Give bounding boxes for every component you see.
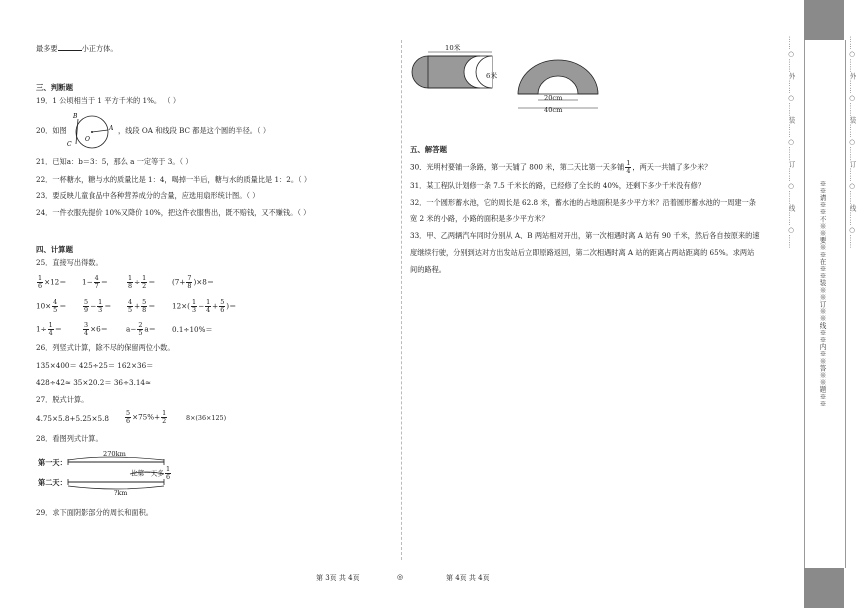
calc-item: $\frac{1}{6}$ ×12＝ — [38, 274, 67, 290]
question-25: 25．直接写出得数。 — [36, 258, 103, 267]
page-number-left: 第 3页 共 4页 — [316, 574, 360, 582]
calc-item: (7+ $\frac{7}{8}$ )×8＝ — [172, 274, 215, 290]
page-number-right: 第 4页 共 4页 — [446, 574, 490, 582]
diagram-label-day1: 第一天： — [38, 458, 67, 467]
question-21: 21．已知a：b＝3：5，那么 a 一定等于 3。（ ） — [36, 157, 193, 166]
calc-item: 1− $\frac{4}{7}$ ＝ — [82, 274, 108, 290]
calc-item: 0.1÷10%＝ — [172, 325, 213, 334]
question-29: 29．求下面阴影部分的周长和面积。 — [36, 508, 153, 517]
calc-item: $\frac{5}{9}$ − $\frac{1}{3}$ ＝ — [84, 298, 112, 314]
binding-outer-line: ……○……外……○……装……○……订……○……线……○…… — [787, 36, 795, 249]
figure-40cm-label: 40cm — [544, 106, 563, 114]
question-31: 31．某工程队计划修一条 7.5 千米长的路，已经修了全长的 40%，还剩下多少千米没有修？ — [410, 181, 705, 190]
question-24: 24．一件衣服先提价 10%又降价 10%，把这件衣服售出，既不赔钱，又不赚钱。（ ） — [36, 208, 311, 217]
calc-item: $\frac{1}{8}$ ÷ $\frac{1}{2}$ ＝ — [128, 274, 156, 290]
svg-text:A: A — [109, 125, 114, 132]
svg-text:B: B — [73, 113, 78, 120]
binding-warning-text: ※※请※※不※※要※※在※※装※※订※※线※※内※※答※※题※※ — [818, 180, 826, 408]
diagram-more-label: 比第一天多 $\frac{1}{6}$ — [131, 465, 171, 481]
column-divider — [401, 40, 402, 560]
q26-row-2: 428÷42≈ 35×20.2＝ 36÷3.14≈ — [36, 378, 152, 387]
calc-item: 1÷ $\frac{1}{4}$ ＝ — [36, 321, 62, 337]
svg-text:C: C — [67, 141, 72, 148]
calc-item: a− $\frac{2}{5}$ a＝ — [126, 321, 156, 337]
q27-item-c: 8×(36×125) — [186, 414, 227, 422]
question-26: 26．列竖式计算，除不尽的保留两位小数。 — [36, 343, 175, 352]
figure-6m-label: 6米 — [486, 72, 498, 80]
diagram-total-label: 270km — [103, 450, 126, 458]
diagram-unknown-label: ?km — [114, 489, 128, 497]
section-judgment-heading: 三、判断题 — [36, 83, 73, 92]
question-20: 20．如图 — [36, 126, 67, 135]
calc-item: $\frac{4}{5}$ + $\frac{5}{8}$ ＝ — [128, 298, 156, 314]
q26-row-1: 135×400＝ 425÷25＝ 162×36＝ — [36, 361, 154, 370]
svg-text:O: O — [85, 136, 90, 143]
question-32-line1: 32．一个圆形蓄水池，它的周长是 62.8 米，蓄水池的占地面积是多少平方米？沿着圆形蓄水池的一周建一条 — [410, 198, 756, 207]
q27-item-a: 4.75×5.8+5.25×5.8 — [36, 414, 109, 423]
diagram-label-day2: 第二天： — [38, 478, 67, 487]
question-33-line1: 33．甲、乙两辆汽车同时分别从 A、B 两站相对开出，第一次相遇时离 A 站有 90 千米，然后各自按原来的速 — [410, 231, 760, 240]
binding-inner-line: ……○……外……○……装……○……订……○……线……○…… — [848, 36, 856, 249]
question-27: 27．脱式计算。 — [36, 395, 89, 404]
question-33-line2: 度继续行驶，分别到达对方出发站后立即原路返回，第二次相遇时离 A 站的距离占两站距离的 65%。求两站 — [410, 248, 755, 257]
calc-item: $\frac{3}{4}$ ×6＝ — [84, 321, 108, 337]
calc-item: 12×( $\frac{1}{3}$ − $\frac{1}{4}$ + $\frac{5}{6}$ )＝ — [172, 298, 237, 314]
question-23: 23．要反映儿童食品中各种营养成分的含量，应选用扇形统计图。（ ） — [36, 191, 260, 200]
figure-10m-label: 10米 — [445, 44, 461, 52]
q27-item-b: $\frac{5}{6}$ ×75%+ $\frac{1}{2}$ — [126, 409, 167, 425]
question-20-text: ，线段 OA 和线段 BC 都是这个圆的半径。（ ） — [118, 126, 271, 135]
sidebar-bottom-block — [804, 568, 844, 608]
question-28: 28．看图列式计算。 — [36, 434, 103, 443]
question-22: 22．一杯糖水，糖与水的质量比是 1：4，喝掉一半后，糖与水的质量比是 1：2。（ ） — [36, 175, 312, 184]
section-calc-heading: 四、计算题 — [36, 245, 73, 254]
figure-20cm-label: 20cm — [544, 94, 563, 102]
section-solve-heading: 五、解答题 — [410, 145, 447, 154]
question-32-line2: 宽 2 米的小路，小路的面积是多少平方米？ — [410, 214, 549, 223]
question-33-line3: 间的路程。 — [410, 265, 446, 274]
question-19: 19．1 公顷相当于 1 平方千米的 1%。 （ ） — [36, 96, 181, 105]
question-30: 30．光明村要铺一条路，第一天铺了 800 米，第二天比第一天多铺 $\frac{1}{4}$ ，两天一共铺了多少米？ — [410, 159, 712, 175]
fill-question-tail: 最多要 小正方体。 — [36, 44, 118, 53]
calc-item: 10× $\frac{4}{5}$ ＝ — [36, 298, 67, 314]
circle-figure — [64, 110, 116, 152]
footer-circle-icon: ◎ — [397, 573, 404, 581]
sidebar-top-block — [804, 0, 844, 40]
